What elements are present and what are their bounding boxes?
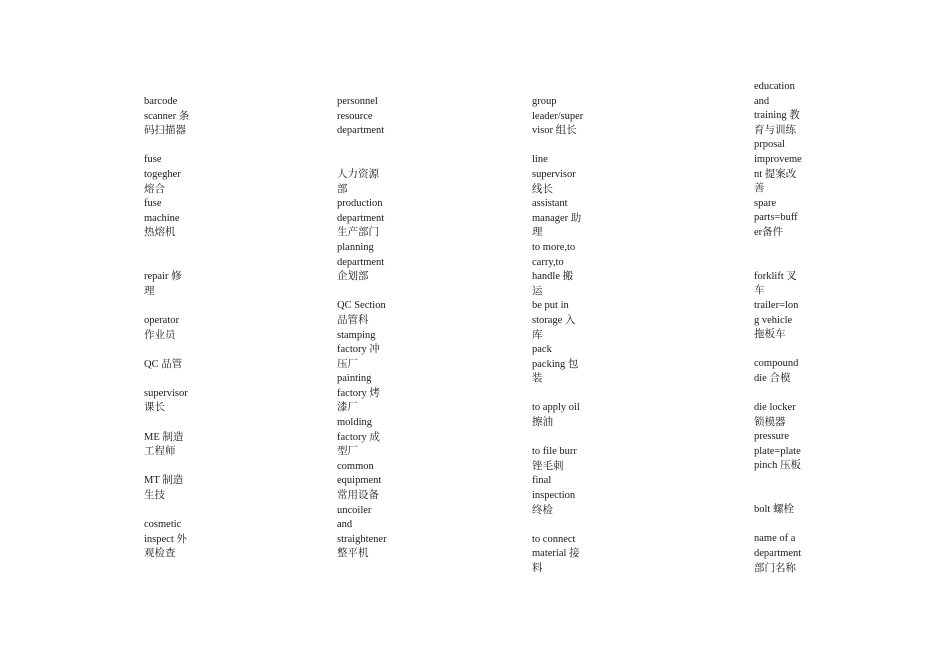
vocab-line [144,460,204,475]
vocab-line: pack [532,344,552,356]
column-1 [144,95,204,562]
vocab-line: resource [337,110,373,122]
vocab-line: repair 修 [144,271,182,283]
vocab-line: 料 [532,563,543,574]
vocab-line: assistant [532,198,568,210]
vocab-line: factory 烤 [337,387,380,399]
vocab-line: common [337,460,374,472]
vocab-line: togegher [144,168,181,180]
vocab-line: leader/super [532,110,584,122]
vocab-line: 锁模器 [754,416,786,428]
vocab-line: 部门名称 [754,562,796,574]
vocab-line: painting [337,373,372,385]
vocab-line [144,504,204,519]
vocab-line [754,255,814,270]
vocab-line [532,431,592,446]
vocab-line: and [337,519,353,531]
vocab-line: and [754,95,770,107]
vocab-line: education [754,81,795,92]
vocab-line: plate=plate [754,445,801,457]
vocab-line: scanner 条 [144,110,190,122]
vocab-line: 装 [532,373,543,385]
vocab-line: pressure [754,431,789,443]
vocab-line: die locker [754,402,796,414]
vocab-line: fuse [144,154,162,166]
vocab-line: 部 [337,183,348,195]
vocab-line [532,518,592,533]
vocab-line: trailer=lon [754,299,799,311]
vocab-line: 型厂 [337,446,358,458]
vocab-line [754,386,814,401]
vocab-line [337,153,397,168]
vocab-line: fuse [144,198,162,210]
vocab-line: 生技 [144,490,165,502]
vocab-line: compound [754,358,799,370]
vocab-line: cosmetic [144,519,182,531]
column-2 [337,95,397,562]
vocab-line: storage 入 [532,314,576,326]
vocab-line: 理 [144,285,155,297]
vocab-line: bolt 螺栓 [754,504,794,516]
vocab-line: 整平机 [337,548,369,560]
vocab-line: manager 助 [532,212,582,224]
vocab-line: line [532,154,548,166]
vocab-line: 码扫描器 [144,125,186,137]
vocab-line: parts=buff [754,212,798,224]
vocab-line: name of a [754,533,796,545]
vocab-line: 压厂 [337,358,358,370]
vocab-line: 漆厂 [337,402,358,414]
vocab-line [754,489,814,504]
vocab-line: 热熔机 [144,227,176,239]
vocab-line: 育与训练 [754,124,796,136]
vocab-line: inspect 外 [144,533,187,545]
vocab-line: planning [337,241,374,253]
vocab-line: 车 [754,285,765,297]
vocab-line: 理 [532,227,543,239]
vocab-line [144,139,204,154]
vocab-line: 企划部 [337,271,369,283]
vocab-line: molding [337,417,373,429]
vocab-line: 擦油 [532,417,553,429]
vocab-line: be put in [532,300,569,312]
vocab-line [532,139,592,154]
vocab-line: forklift 叉 [754,270,797,282]
vocab-line: to more,to [532,241,576,253]
vocab-line: prposal [754,139,785,151]
vocab-line: barcode [144,96,178,107]
vocab-line [144,372,204,387]
vocab-line: factory 冲 [337,344,380,356]
vocab-line: machine [144,212,180,224]
vocab-line: 作业员 [144,329,176,341]
vocab-line: spare [754,197,777,209]
vocab-line: training 教 [754,110,800,122]
vocab-line: 熔合 [144,183,165,195]
vocab-line: 拖板车 [754,329,786,341]
vocab-line: personnel [337,96,378,107]
vocab-line: material 接 [532,548,580,560]
vocab-line: carry,to [532,256,564,268]
vocab-line: packing 包 [532,358,579,370]
vocab-line: improveme [754,153,802,165]
column-3 [532,95,592,577]
vocab-line: ME 制造 [144,431,184,443]
vocab-line: 常用设备 [337,490,379,502]
vocab-line: department [337,125,385,137]
vocab-line [754,241,814,256]
vocab-line [754,474,814,489]
vocab-line: MT 制造 [144,475,184,487]
vocab-line: pinch 压板 [754,460,801,472]
vocab-line: supervisor [532,168,576,180]
vocab-line: nt 提案改 [754,168,797,180]
vocab-line: 库 [532,329,543,341]
vocab-line [754,343,814,358]
vocab-line [337,139,397,154]
vocab-line: g vehicle [754,314,793,326]
vocab-line: operator [144,314,179,326]
vocab-line: 课长 [144,402,165,414]
vocab-line: inspection [532,490,576,502]
vocab-line: factory 成 [337,431,380,443]
vocab-line: uncoiler [337,504,372,516]
vocab-line: QC 品管 [144,358,183,370]
vocab-line: to connect [532,533,576,545]
vocab-line: straightener [337,533,387,545]
vocab-line [144,343,204,358]
vocab-line [337,285,397,300]
vocab-line [144,241,204,256]
vocab-line: supervisor [144,387,188,399]
vocab-line: department [337,256,385,268]
vocab-line: QC Section [337,300,386,312]
vocab-line: 人力资源 [337,168,379,180]
vocab-line [532,387,592,402]
vocab-line: equipment [337,475,382,487]
vocab-line: er备件 [754,226,784,238]
vocab-line: handle 搬 [532,271,574,283]
vocab-line: 善 [754,183,765,195]
vocab-line: 线长 [532,183,553,195]
vocab-line: 运 [532,285,543,297]
vocab-line: to apply oil [532,402,580,414]
vocab-line [144,256,204,271]
vocab-line: production [337,198,383,210]
vocab-line: 锉毛刺 [532,460,564,472]
vocab-line [144,416,204,431]
vocab-line: visor 组长 [532,125,577,137]
vocab-line: stamping [337,329,376,341]
vocab-line: 工程师 [144,446,176,458]
vocab-line [754,518,814,533]
column-4 [754,80,814,576]
vocab-line: department [337,212,385,224]
vocab-line: department [754,548,802,559]
vocab-line: to file burr [532,446,577,458]
vocab-line: final [532,475,552,487]
vocab-line: die 合模 [754,372,791,384]
vocab-line [144,299,204,314]
vocab-line: group [532,96,557,107]
vocab-line: 终检 [532,504,553,516]
vocab-line: 品管科 [337,314,369,326]
vocab-line: 生产部门 [337,227,379,239]
vocab-line: 观检查 [144,548,176,560]
